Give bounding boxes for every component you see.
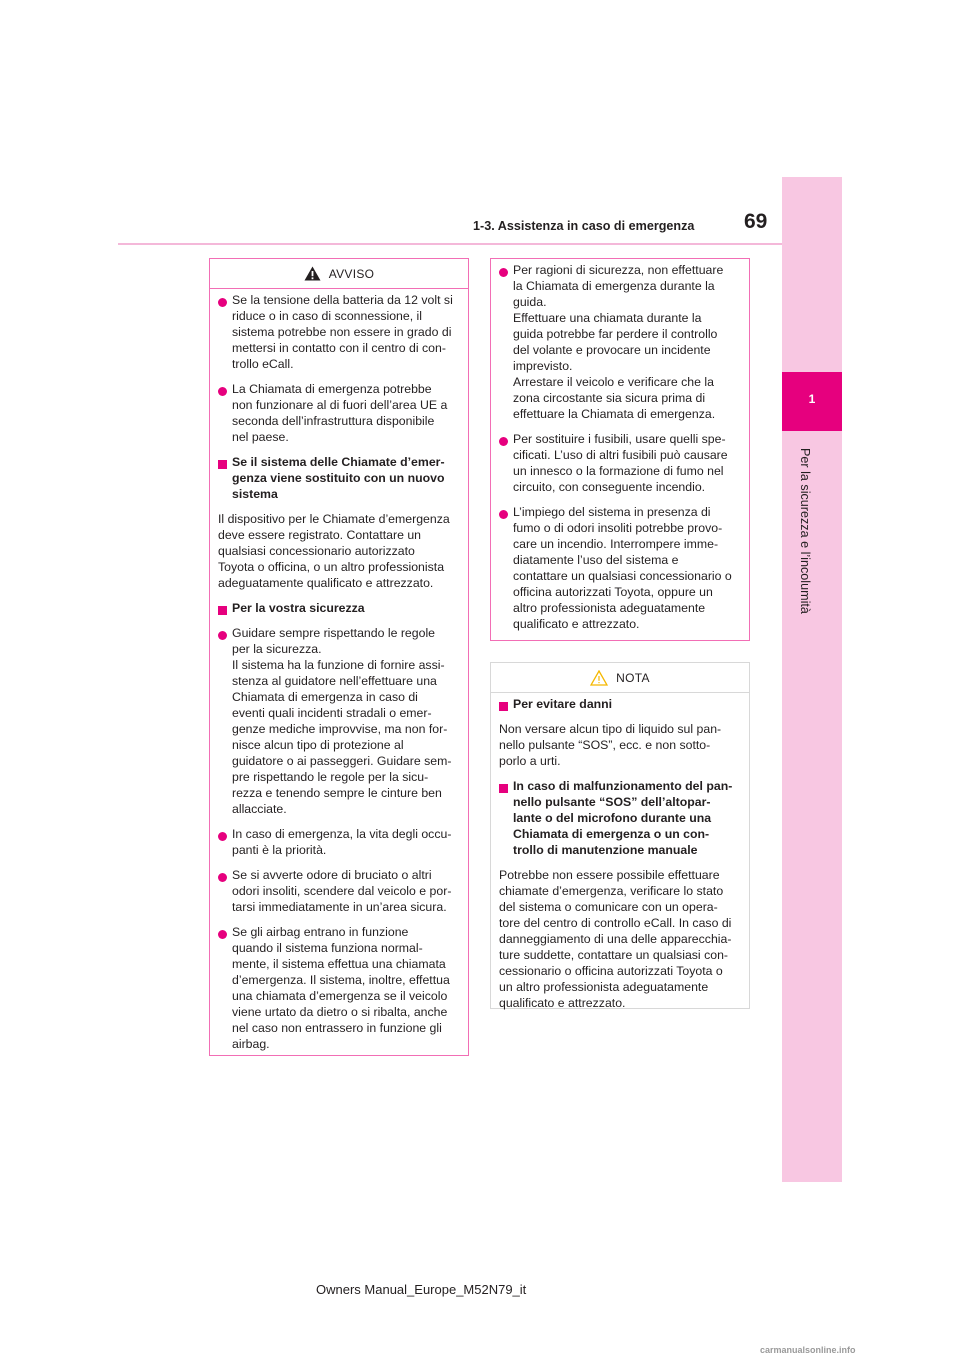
text-line: mettersi in contatto con il centro di con- bbox=[232, 341, 446, 355]
text-line: adeguatamente qualificato e attrezzato. bbox=[218, 576, 434, 590]
text-line: airbag. bbox=[232, 1037, 270, 1051]
text-line: Chiamata di emergenza o un con- bbox=[513, 827, 710, 841]
text-line: d’emergenza. Il sistema, inoltre, effettua bbox=[232, 973, 450, 987]
text-line: nello pulsante “SOS”, ecc. e non sotto- bbox=[499, 738, 711, 752]
text-line: Potrebbe non essere possibile effettuare bbox=[499, 868, 720, 882]
text-line: Se si avverte odore di bruciato o altri bbox=[232, 868, 432, 882]
bullet-item bbox=[218, 924, 456, 1052]
text-line: L’impiego del sistema in presenza di bbox=[513, 505, 711, 519]
text-line: del sistema o comunicare con un opera- bbox=[499, 900, 718, 914]
bullet-item bbox=[218, 867, 456, 915]
text-line: altro professionista adeguatamente bbox=[513, 601, 706, 615]
text-line: genze mediche improvvise, ma non for- bbox=[232, 722, 448, 736]
warning-content bbox=[210, 289, 468, 1067]
text-line: care un incendio. Interrompere imme- bbox=[513, 537, 719, 551]
text-line: fumo o di odori insoliti potrebbe provo- bbox=[513, 521, 723, 535]
square-bullet-icon bbox=[218, 606, 227, 615]
square-bullet-icon bbox=[218, 460, 227, 469]
footer-text: Owners Manual_Europe_M52N79_it bbox=[316, 1282, 527, 1297]
notice-content bbox=[491, 693, 749, 1026]
text-line: officina autorizzati Toyota, oppure un bbox=[513, 585, 713, 599]
warning-continued-content bbox=[491, 259, 749, 647]
text-line: tore del centro di controllo eCall. In caso di bbox=[499, 916, 732, 930]
text-line: una chiamata d’emergenza se il veicolo bbox=[232, 989, 448, 1003]
text-line: Il sistema ha la funzione di fornire assi- bbox=[232, 658, 445, 672]
page-number: 69 bbox=[744, 210, 768, 233]
notice-title: NOTA bbox=[616, 670, 650, 685]
circle-bullet-icon bbox=[218, 387, 227, 396]
text-line: La Chiamata di emergenza potrebbe bbox=[232, 382, 432, 396]
text-line: guidatore o ai passeggeri. Guidare sem- bbox=[232, 754, 452, 768]
text-line: Effettuare una chiamata durante la bbox=[513, 311, 702, 325]
bullet-item bbox=[218, 826, 456, 858]
text-line: nello pulsante “SOS” dell’altopar- bbox=[513, 795, 711, 809]
text-line: contattare un qualsiasi concessionario o bbox=[513, 569, 732, 583]
text-line: trollo di manutenzione manuale bbox=[513, 843, 698, 857]
text-line: odori insoliti, scendere dal veicolo e por- bbox=[232, 884, 452, 898]
text-line: Per evitare danni bbox=[513, 697, 613, 711]
subheading-item bbox=[499, 696, 737, 712]
paragraph bbox=[499, 867, 737, 1011]
text-line: deve essere registrato. Contattare un bbox=[218, 528, 422, 542]
warning-box-continued bbox=[490, 258, 750, 641]
text-line: cessionario o officina autorizzati Toyota o bbox=[499, 964, 723, 978]
square-bullet-icon bbox=[499, 702, 508, 711]
text-line: diatamente l’uso del sistema e bbox=[513, 553, 679, 567]
text-line: imprevisto. bbox=[513, 359, 573, 373]
text-line: trollo eCall. bbox=[232, 357, 294, 371]
circle-bullet-icon bbox=[499, 510, 508, 519]
text-line: nisce alcun tipo di protezione al bbox=[232, 738, 404, 752]
warning-box bbox=[209, 258, 469, 1056]
text-line: Il dispositivo per le Chiamate d’emergenza bbox=[218, 512, 450, 526]
text-line: Per la vostra sicurezza bbox=[232, 601, 365, 615]
circle-bullet-icon bbox=[218, 873, 227, 882]
text-line: Toyota o officina, o un altro professionista bbox=[218, 560, 445, 574]
square-bullet-icon bbox=[499, 784, 508, 793]
text-line: per la sicurezza. bbox=[232, 642, 322, 656]
text-line: circuito, con conseguente incendio. bbox=[513, 480, 706, 494]
text-line: eventi quali incidenti stradali o emer- bbox=[232, 706, 432, 720]
text-line: Guidare sempre rispettando le regole bbox=[232, 626, 436, 640]
notice-box bbox=[490, 662, 750, 1009]
text-line: viene urtato da dietro o si ribalta, anche bbox=[232, 1005, 448, 1019]
text-line: del volante e provocare un incidente bbox=[513, 343, 711, 357]
text-line: Non versare alcun tipo di liquido sul pan- bbox=[499, 722, 722, 736]
text-line: ture suddette, contattare un qualsiasi con- bbox=[499, 948, 728, 962]
text-line: la Chiamata di emergenza durante la bbox=[513, 279, 715, 293]
text-line: Per ragioni di sicurezza, non effettuare bbox=[513, 263, 724, 277]
text-line: Chiamata di emergenza in caso di bbox=[232, 690, 418, 704]
chapter-title: Per la sicurezza e l’incolumità bbox=[798, 448, 812, 614]
warning-box-header bbox=[210, 259, 468, 289]
notice-box-header bbox=[491, 663, 749, 693]
paragraph bbox=[499, 721, 737, 769]
warning-title: AVVISO bbox=[328, 266, 375, 281]
text-line: quando il sistema funziona normal- bbox=[232, 941, 423, 955]
watermark: carmanualsonline.info bbox=[760, 1345, 856, 1355]
text-line: Per sostituire i fusibili, usare quelli spe- bbox=[513, 432, 726, 446]
bullet-item bbox=[218, 292, 456, 372]
text-line: mente, il sistema effettua una chiamata bbox=[232, 957, 446, 971]
text-line: zona circostante sia sicura prima di bbox=[513, 391, 706, 405]
text-line: allacciate. bbox=[232, 802, 287, 816]
text-line: Arrestare il veicolo e verificare che la bbox=[513, 375, 714, 389]
text-line: sistema potrebbe non essere in grado di bbox=[232, 325, 452, 339]
circle-bullet-icon bbox=[218, 930, 227, 939]
text-line: lante o del microfono durante una bbox=[513, 811, 712, 825]
chapter-number: 1 bbox=[808, 392, 816, 406]
caution-triangle-icon bbox=[590, 670, 608, 686]
text-line: Se la tensione della batteria da 12 volt si bbox=[232, 293, 453, 307]
chapter-side-tab bbox=[782, 177, 842, 1182]
bullet-item bbox=[218, 625, 456, 817]
text-line: chiamate d’emergenza, verificare lo stato bbox=[499, 884, 724, 898]
circle-bullet-icon bbox=[218, 631, 227, 640]
text-line: Se gli airbag entrano in funzione bbox=[232, 925, 409, 939]
circle-bullet-icon bbox=[499, 268, 508, 277]
warning-triangle-icon bbox=[304, 266, 321, 281]
text-line: In caso di emergenza, la vita degli occu- bbox=[232, 827, 452, 841]
text-line: stenza al guidatore nell’effettuare una bbox=[232, 674, 437, 688]
circle-bullet-icon bbox=[499, 437, 508, 446]
text-line: qualificato e attrezzato. bbox=[499, 996, 626, 1010]
bullet-item bbox=[499, 431, 737, 495]
text-line: panti è la priorità. bbox=[232, 843, 327, 857]
text-line: un innesco o la formazione di fumo nel bbox=[513, 464, 724, 478]
text-line: riduce o in caso di sconnessione, il bbox=[232, 309, 423, 323]
text-line: nel caso non entrassero in funzione gli bbox=[232, 1021, 442, 1035]
text-line: qualificato e attrezzato. bbox=[513, 617, 640, 631]
text-line: cificati. L’uso di altri fusibili può causare bbox=[513, 448, 728, 462]
text-line: sistema bbox=[232, 487, 278, 501]
subheading-item bbox=[218, 600, 456, 616]
subheading-item bbox=[499, 778, 737, 858]
text-line: danneggiamento di una delle apparecchia- bbox=[499, 932, 732, 946]
paragraph bbox=[218, 511, 456, 591]
text-line: pre rispettando le regole per la sicu- bbox=[232, 770, 429, 784]
text-line: un altro professionista adeguatamente bbox=[499, 980, 709, 994]
text-line: non funzionare al di fuori dell’area UE a bbox=[232, 398, 448, 412]
text-line: effettuare la Chiamata di emergenza. bbox=[513, 407, 716, 421]
text-line: genza viene sostituito con un nuovo bbox=[232, 471, 445, 485]
text-line: rezza e tenendo sempre le cinture ben bbox=[232, 786, 442, 800]
bullet-item bbox=[499, 504, 737, 632]
text-line: Se il sistema delle Chiamate d’emer- bbox=[232, 455, 445, 469]
bullet-item bbox=[499, 262, 737, 422]
text-line: qualsiasi concessionario autorizzato bbox=[218, 544, 415, 558]
circle-bullet-icon bbox=[218, 832, 227, 841]
subheading-item bbox=[218, 454, 456, 502]
bullet-item bbox=[218, 381, 456, 445]
text-line: In caso di malfunzionamento del pan- bbox=[513, 779, 733, 793]
header-rule bbox=[118, 243, 782, 245]
text-line: seconda dell’infrastruttura disponibile bbox=[232, 414, 435, 428]
text-line: guida. bbox=[513, 295, 547, 309]
circle-bullet-icon bbox=[218, 298, 227, 307]
section-title: 1-3. Assistenza in caso di emergenza bbox=[473, 219, 695, 233]
text-line: nel paese. bbox=[232, 430, 289, 444]
text-line: guida potrebbe far perdere il controllo bbox=[513, 327, 718, 341]
text-line: porlo a urti. bbox=[499, 754, 561, 768]
text-line: tarsi immediatamente in un’area sicura. bbox=[232, 900, 447, 914]
